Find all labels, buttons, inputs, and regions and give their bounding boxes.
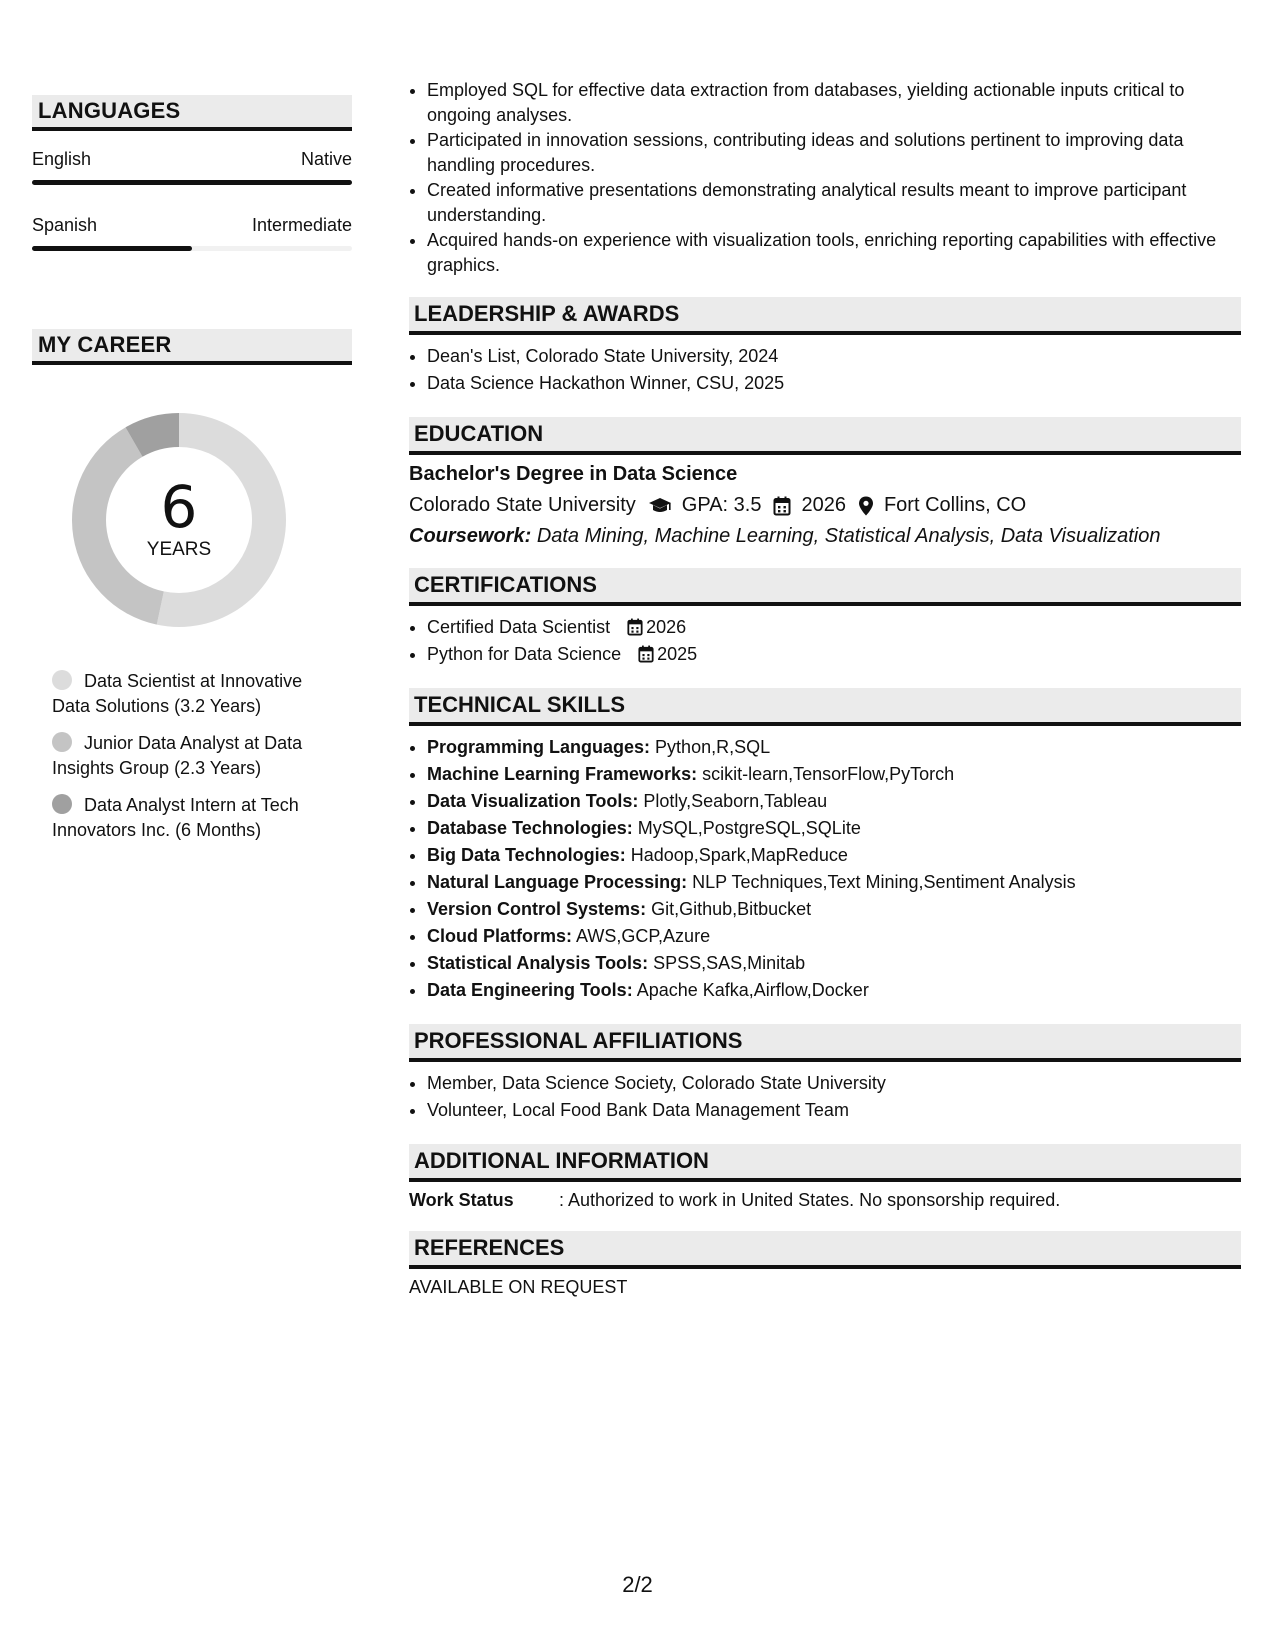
skill-item (427, 950, 1241, 977)
skill-label: Statistical Analysis Tools: (427, 953, 649, 973)
certification-year: 2025 (657, 644, 698, 664)
skill-item (427, 869, 1241, 896)
language-level: Intermediate (251, 215, 352, 235)
skill-value: Plotly,Seaborn,Tableau (643, 791, 828, 811)
skill-label: Machine Learning Frameworks: (427, 764, 698, 784)
calendar-icon (627, 618, 643, 636)
career-legend-item (52, 793, 322, 843)
language-name: Spanish (32, 215, 98, 235)
right-column (409, 78, 1241, 1298)
education-location: Fort Collins, CO (883, 494, 1027, 516)
education-degree: Bachelor's Degree in Data Science (409, 463, 738, 485)
education-details (409, 494, 1241, 517)
language-bar (32, 180, 352, 185)
skill-label: Database Technologies: (427, 818, 633, 838)
experience-bullet: • Created informative presentations demonstrating analytical results meant to improve participant understanding. (427, 178, 1241, 227)
skill-value: Python,R,SQL (655, 737, 771, 757)
skill-value: Hadoop,Spark,MapReduce (630, 845, 848, 865)
certification-name: Python for Data Science (427, 644, 622, 664)
career-total-unit: YEARS (146, 539, 212, 560)
left-column (32, 95, 352, 855)
legend-dot-icon (52, 732, 72, 752)
calendar-icon (773, 496, 791, 516)
career-legend-label: Data Scientist at Innovative Data Solutions (3.2 Years) (52, 671, 303, 716)
skill-item (427, 815, 1241, 842)
leadership-list (409, 343, 1241, 397)
graduation-cap-icon (648, 497, 672, 515)
skill-label: Version Control Systems: (427, 899, 647, 919)
skill-value: NLP Techniques,Text Mining,Sentiment Analysis (692, 872, 1076, 892)
language-bar (32, 246, 352, 251)
skill-value: Apache Kafka,Airflow,Docker (636, 980, 869, 1000)
skill-item (427, 977, 1241, 1004)
skill-value: SPSS,SAS,Minitab (653, 953, 806, 973)
additional-info-heading: ADDITIONAL INFORMATION (409, 1144, 1241, 1182)
skill-label: Data Visualization Tools: (427, 791, 639, 811)
references-heading: REFERENCES (409, 1231, 1241, 1269)
career-legend-label: Data Analyst Intern at Tech Innovators Inc. (6 Months) (52, 795, 299, 840)
leadership-item: • Dean's List, Colorado State University, 2024 (427, 343, 1241, 370)
affiliation-item: • Volunteer, Local Food Bank Data Management Team (427, 1097, 1241, 1124)
certifications-heading: CERTIFICATIONS (409, 568, 1241, 606)
work-status-value: : Authorized to work in United States. No sponsorship required. (559, 1190, 1061, 1210)
education-heading: EDUCATION (409, 417, 1241, 455)
donut-center (64, 473, 294, 561)
experience-bullet: • Participated in innovation sessions, contributing ideas and solutions pertinent to improving data handling procedures. (427, 128, 1241, 177)
skill-label: Programming Languages: (427, 737, 651, 757)
experience-bullet: • Employed SQL for effective data extraction from databases, yielding actionable inputs critical to ongoing analyses. (427, 78, 1241, 127)
career-donut-chart (64, 405, 294, 635)
certification-item (427, 641, 1241, 668)
skill-value: AWS,GCP,Azure (576, 926, 711, 946)
coursework-value: Data Mining, Machine Learning, Statistical Analysis, Data Visualization (536, 525, 1161, 547)
work-status-label: Work Status (409, 1190, 514, 1210)
skill-item (427, 842, 1241, 869)
language-bar-fill (32, 246, 192, 251)
map-pin-icon (858, 496, 874, 516)
legend-dot-icon (52, 794, 72, 814)
education-gpa: GPA: 3.5 (681, 494, 762, 516)
skill-label: Cloud Platforms: (427, 926, 573, 946)
language-bar-fill (32, 180, 352, 185)
education-year: 2026 (801, 494, 846, 516)
references-text: AVAILABLE ON REQUEST (409, 1277, 628, 1297)
skills-list (409, 734, 1241, 1004)
skill-value: scikit-learn,TensorFlow,PyTorch (702, 764, 955, 784)
career-legend-label: Junior Data Analyst at Data Insights Group (2.3 Years) (52, 733, 303, 778)
career-total-years: 6 (160, 473, 198, 541)
skill-label: Big Data Technologies: (427, 845, 626, 865)
education-school: Colorado State University (409, 494, 636, 516)
career-legend-item (52, 731, 322, 781)
skills-heading: TECHNICAL SKILLS (409, 688, 1241, 726)
skill-item (427, 923, 1241, 950)
skill-item (427, 788, 1241, 815)
skill-label: Data Engineering Tools: (427, 980, 633, 1000)
calendar-icon (638, 645, 654, 663)
certifications-list (409, 614, 1241, 668)
affiliation-item: • Member, Data Science Society, Colorado State University (427, 1070, 1241, 1097)
language-level: Native (300, 149, 352, 169)
experience-bullet: • Acquired hands-on experience with visualization tools, enriching reporting capabilities with effective graphics. (427, 228, 1241, 277)
languages-heading: LANGUAGES (32, 95, 352, 131)
work-status-row (409, 1190, 1241, 1211)
education-coursework (409, 525, 1241, 548)
certification-year: 2026 (646, 617, 687, 637)
skill-item (427, 896, 1241, 923)
coursework-label: Coursework: (409, 525, 532, 547)
language-name: English (32, 149, 92, 169)
skill-item (427, 734, 1241, 761)
page-number: 2/2 (622, 1572, 653, 1597)
skill-item (427, 761, 1241, 788)
certification-name: Certified Data Scientist (427, 617, 611, 637)
skill-value: MySQL,PostgreSQL,SQLite (637, 818, 861, 838)
career-heading: MY CAREER (32, 329, 352, 365)
legend-dot-icon (52, 670, 72, 690)
affiliations-heading: PROFESSIONAL AFFILIATIONS (409, 1024, 1241, 1062)
leadership-item: • Data Science Hackathon Winner, CSU, 2025 (427, 370, 1241, 397)
language-item (32, 215, 352, 251)
career-legend-item (52, 669, 322, 719)
skill-value: Git,Github,Bitbucket (651, 899, 812, 919)
leadership-heading: LEADERSHIP & AWARDS (409, 297, 1241, 335)
career-legend (52, 669, 322, 843)
language-item (32, 149, 352, 185)
skill-label: Natural Language Processing: (427, 872, 688, 892)
certification-item (427, 614, 1241, 641)
career-section (32, 329, 352, 843)
experience-bullets (409, 78, 1241, 277)
affiliations-list (409, 1070, 1241, 1124)
